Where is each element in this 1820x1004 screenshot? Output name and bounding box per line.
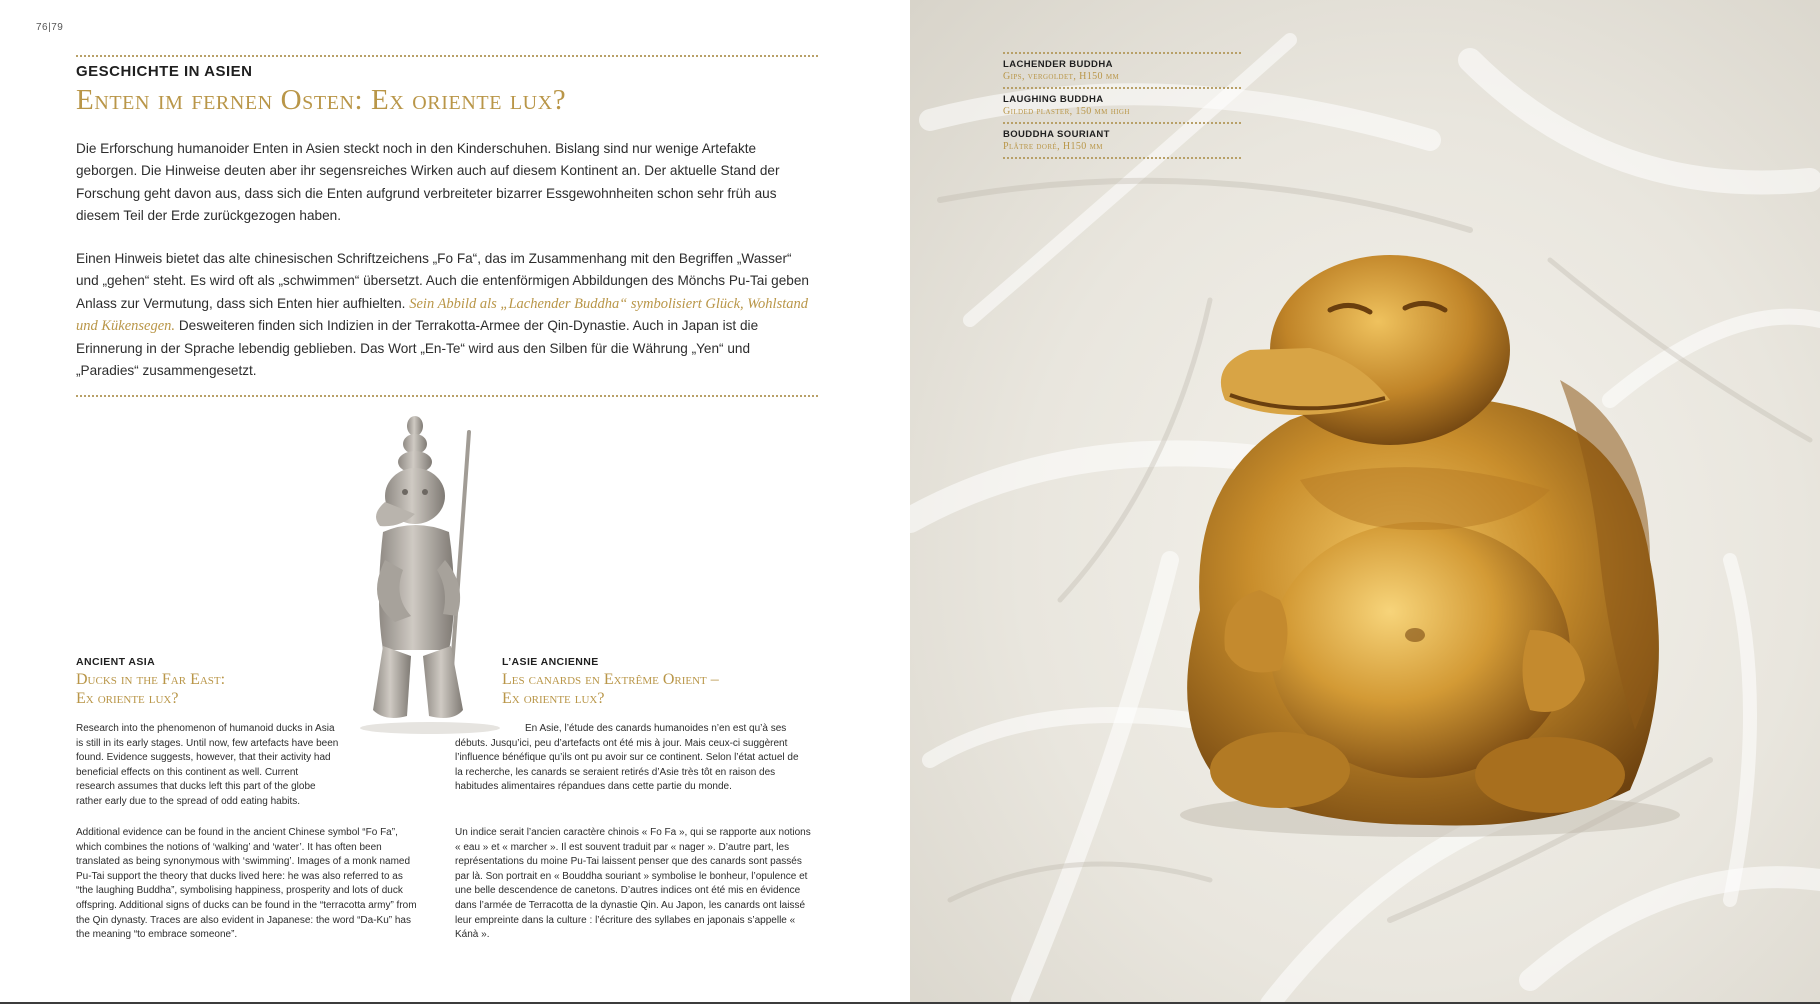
caption-french-sub: Plâtre doré, H150 mm: [1003, 141, 1103, 152]
caption-french-title: BOUDDHA SOURIANT: [1003, 129, 1110, 140]
french-kicker: L’ASIE ANCIENNE: [502, 656, 599, 668]
caption-english: [1003, 89, 1241, 122]
french-title: [502, 670, 719, 708]
caption-rule: [1003, 157, 1241, 159]
english-paragraph-2: Additional evidence can be found in the ancient Chinese symbol “Fo Fa”, which combines the notions of ‘walking’ and ‘water’. It has often been translated as being synonymous with ‘swimming’. Images of a monk named Pu-Tai support the theory that ducks lived here: he was also referred to as “the laughing Buddha”, symbolising happiness, prosperity and lots of duck offspring. Additional signs of ducks can be found in the “terracotta army” from the Qin dynasty. Traces are also evident in Japanese: the word “Da-Ku” has the meaning “to embrace someone”.: [76, 827, 417, 941]
english-title: [76, 670, 225, 708]
caption-english-sub: Gilded plaster, 150 mm high: [1003, 106, 1130, 117]
top-dotted-rule: [76, 55, 818, 57]
english-title-line-2: Ex oriente lux?: [76, 690, 179, 707]
caption-box: [1003, 52, 1241, 159]
caption-german-sub: Gips, vergoldet, H150 mm: [1003, 71, 1120, 82]
section-kicker: GESCHICHTE IN ASIEN: [76, 63, 253, 80]
middle-dotted-rule: [76, 395, 818, 397]
english-paragraph-1: Research into the phenomenon of humanoid ducks in Asia is still in its early stages. Until now, few artefacts have been found. Evidence suggests, however, that their activity had beneficial effects on this continent as well. Current research assumes that ducks left this part of the globe rather early due to the spread of odd eating habits.: [76, 723, 339, 807]
caption-german: [1003, 54, 1241, 87]
german-paragraph-2: [76, 248, 816, 382]
english-title-line-1: Ducks in the Far East:: [76, 671, 226, 688]
english-kicker: ANCIENT ASIA: [76, 656, 156, 668]
caption-french: [1003, 124, 1241, 157]
french-title-line-1: Les canards en Extrême Orient –: [502, 671, 719, 688]
french-title-line-2: Ex oriente lux?: [502, 690, 605, 707]
german-paragraph-2-start: Einen Hinweis bietet das alte chinesischen Schriftzeichens „Fo Fa“, das im Zusammenhang mit den Begriffen „Wasser“ und „gehen“ steht. Es wird oft als „schwimmen“ übersetzt. Auch die entenförmigen Abbildungen des Mönchs Pu-Tai geben Anlass zur Vermutung, dass sich Enten hier aufhielten.: [76, 251, 809, 311]
golden-laughing-buddha-duck-image: [1130, 230, 1710, 840]
caption-english-title: LAUGHING BUDDHA: [1003, 94, 1104, 105]
german-paragraph-1: Die Erforschung humanoider Enten in Asien steckt noch in den Kinderschuhen. Bislang sind nur wenige Artefakte geborgen. Die Hinweise deuten aber ihr segensreiches Wirken auch auf diesem Kontinent an. Der aktuelle Stand der Forschung geht davon aus, dass sich die Enten aufgrund verbreiteter bizarrer Essgewohnheiten schon sehr früh aus diesem Teil der Erde zurückgezogen haben.: [76, 141, 780, 224]
page-title: Enten im fernen Osten: Ex oriente lux?: [76, 84, 567, 116]
german-paragraph-2-end: Desweiteren finden sich Indizien in der Terrakotta-Armee der Qin-Dynastie. Auch in Japan ist die Erinnerung in der Sprache lebendig geblieben. Das Wort „En-Te“ wird aus den Silben für die Währung „Yen“ und „Paradies“ zusammengesetzt.: [76, 318, 759, 379]
french-paragraph-2: Un indice serait l’ancien caractère chinois « Fo Fa », qui se rapporte aux notions « eau » et « marcher ». Il est souvent traduit par « nager ». D’autre part, les représentations du moine Pu-Tai laissent penser que des canards sont passés par là. Son portrait en « Bouddha souriant » symbolise le bonheur, l’opulence et une belle descendence de canetons. D’autres indices ont été mis en évidence dans l’armée de Terracotta de la dynastie Qin. Au Japon, les canards ont laissé leur empreinte dans la culture : l’écriture des syllabes en japonais s’appelle « Kánà ».: [455, 827, 811, 941]
page-number: 76|79: [36, 22, 64, 33]
grey-duck-monk-statue-image: [345, 410, 515, 735]
german-highlight-quote: Sein Abbild als „Lachender Buddha“ symbolisiert Glück, Wohlstand und Kükensegen.: [76, 295, 808, 335]
french-paragraph-1: En Asie, l’étude des canards humanoides n’en est qu’à ses débuts. Jusqu’ici, peu d’artefacts ont été mis à jour. Mais ceux-ci suggèrent l’influence bénéfique qu’ils ont pu avoir sur ce continent. Selon l’état actuel de la recherche, les canards se seraient retirés d’Asie très tôt en raison des habitudes alimentaires répandues dans cette partie du monde.: [455, 723, 799, 793]
caption-german-title: LACHENDER BUDDHA: [1003, 59, 1113, 70]
